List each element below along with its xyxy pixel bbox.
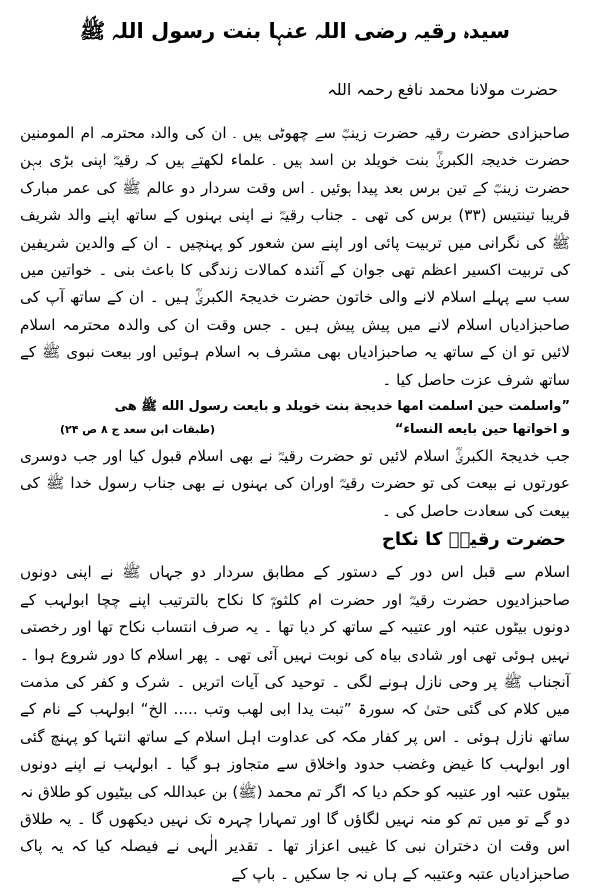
arabic-quote-line-2: و اخواتها حین بایعه النساء“	[394, 422, 570, 438]
paragraph-bayah: جب خدیجۃ الکبریٰؓ اسلام لائیں تو حضرت رقیہؓ نے بھی اسلام قبول کیا اور جب دوسری عورتوں نے بیعت کی تو حضرت رقیہؓ اوران کی بہنوں نے بھی جناب رسول خدا ﷺ کی بیعت کی سعادت حاصل کی ۔	[20, 447, 570, 520]
page-title: سیدہ رقیہ رضی اللہ عنہا بنت رسول اللہ ﷺ	[79, 19, 511, 43]
arabic-quote-line-1: ”واسلمت حین اسلمت امها خدیجة بنت خویلد و بایعت رسول الله ﷺ هی	[114, 399, 570, 415]
arabic-quote-row	[20, 418, 570, 441]
author-line: حضرت مولانا محمد نافع رحمہ اللہ	[327, 80, 558, 99]
reference-citation: (طبقات ابن سعد ج ۸ ص ۲۴)	[60, 423, 216, 437]
section-heading-nikah: حضرت رقیہؓ کا نکاح	[381, 529, 566, 551]
paragraph-nikah: اسلام سے قبل اس دور کے دستور کے مطابق سردار دو جہاں ﷺ نے اپنی دونوں صاحبزادیوں حضرت رقیہؓ اور حضرت ام کلثومؓ کا نکاح بالترتیب اپنے چچا ابولہب کے دونوں بیٹوں عتبہ اور عتیبہ کے ساتھ کر دیا تھا ۔ یہ صرف انتساب نکاح تھا اور رخصتی نہیں ہوئی تھی اور شادی بیاہ کی نوبت نہیں آئی تھی ۔ پھر اسلام کا دور شروع ہوا ۔ آنجناب ﷺ پر وحی نازل ہونے لگی ۔ توحید کی آیات اتریں ۔ شرک و کفر کی مذمت میں کلام کی گئی حتیٰ کہ سورۃ ”تبت یدا ابی لھب وتب ..... الخ“ ابولہب کے نام کے ساتھ نازل ہوئی ۔ اس پر کفار مکہ کی عداوت اہل اسلام کے ساتھ انتہا کو پہنچ گئی اور ابولہب کا غیض وغضب حدود واخلاق سے متجاوز ہو گیا ۔ ابولہب نے اپنے دونوں بیٹوں عتبہ اور عتیبہ کو حکم دیا کہ اگر تم محمد (ﷺ) بن عبداللہ کی بیٹیوں کو طلاق نہ دو گے تو میں تم کو منہ نہیں لگاؤں گا اور تمہارا چہرہ تک نہیں دیکھوں گا ۔ یہ طلاق اس وقت ان دختران نبی کا غیبی اعزاز تھا ۔ تقدیر الٰہی نے فیصلہ کیا کہ یہ پاک صاحبزادیاں عتبہ وعتیبہ کے ہاں نہ جا سکیں ۔ باپ کے	[20, 563, 570, 883]
paragraph-intro: صاحبزادی حضرت رقیہ حضرت زینبؓ سے چھوٹی ہیں ۔ ان کی والدہ محترمہ ام المومنین حضرت خدیجۃ الکبریٰؓ بنت خویلد بن اسد ہیں ۔ علماء لکھتے ہیں کہ رقیہؓ اپنی بڑی بہن حضرت زینبؓ کے تین برس بعد پیدا ہوئیں ۔ اس وقت سردار دو عالم ﷺ کی عمر مبارک قریبا تینتیس (۳۳) برس کی تھی ۔ جناب رقیہؓ نے اپنی بہنوں کے ساتھ اپنے والد شریف ﷺ کی نگرانی میں تربیت پائی اور اپنے سن شعور کو پہنچیں ۔ ان کے والدین شریفین کی تربیت اکسیر اعظم تھی جوان کے آئندہ کمالات زندگی کا باعث بنی ۔ خواتین میں سب سے پہلے اسلام لانے والی خاتون حضرت خدیجۃ الکبریٰؓ ہیں ۔ ان کے ساتھ آپ کی صاحبزادیاں اسلام لانے میں پیش پیش ہیں ۔ جس وقت ان کی والدہ محترمہ اسلام لائیں تو ان کے ساتھ یہ صاحبزادیاں بھی مشرف بہ اسلام ہوئیں اور بیعت نبوی ﷺ کے ساتھ شرف عزت حاصل کیا ۔	[20, 124, 570, 389]
